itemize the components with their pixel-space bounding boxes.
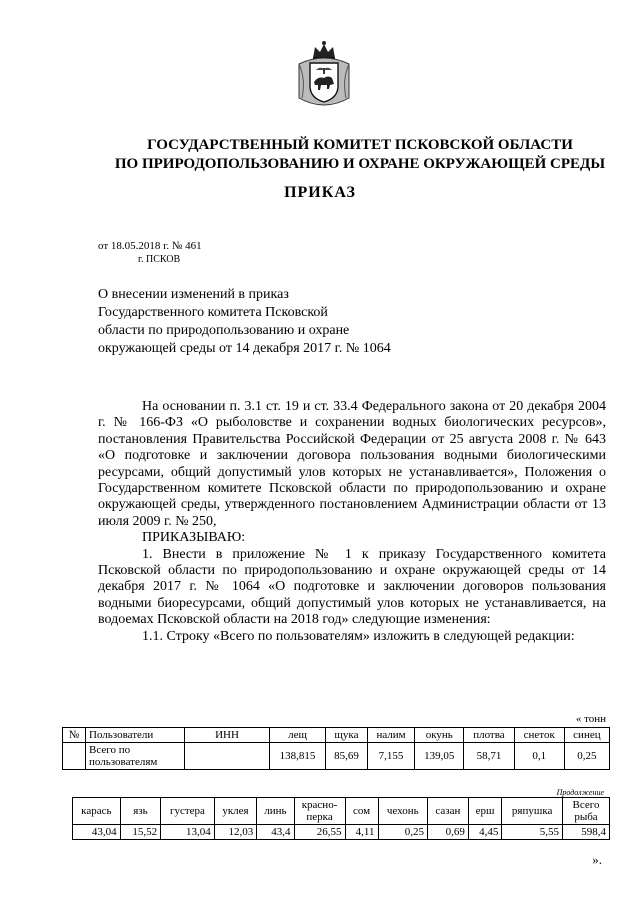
data-cell: 0,1 (514, 743, 564, 770)
header-cell: густера (161, 798, 215, 825)
header-cell: Всего рыба (563, 798, 610, 825)
header-cell: налим (367, 728, 415, 743)
data-cell: 12,03 (214, 825, 256, 840)
legal-basis-paragraph: На основании п. 3.1 ст. 19 и ст. 33.4 Федерального закона от 20 декабря 2004 г. № 166-ФЗ «О рыболовстве и сохранении водных биологических ресурсов», постановления Правительства Российской Федерации от 25 августа 2008 г. № 643 «О подготовке и заключении договора пользования водными биологическими ресурсами, общий допустимый улов которых не устанавливается», Положения о Государственном комитете Псковской области по природопользованию и охране окружающей среды, утвержденного постановлением Администрации области от 13 июля 2009 г. № 250, (98, 399, 606, 529)
header-cell: лещ (270, 728, 326, 743)
item-1-paragraph: 1. Внести в приложение № 1 к приказу Государственного комитета Псковской области по природопользованию и охране окружающей среды от 14 декабря 2017 г. № 1064 «О подготовке и заключении договоров пользования водными биоресурсами, общий допустимый улов которых не устанавливается, на водоемах Псковской области на 2018 год» следующие изменения: (98, 546, 606, 628)
header-cell: сом (345, 798, 378, 825)
data-cell: 43,04 (73, 825, 121, 840)
data-cell (185, 743, 270, 770)
data-cell: Всего по пользователям (86, 743, 185, 770)
data-cell: 139,05 (415, 743, 464, 770)
data-cell: 598,4 (563, 825, 610, 840)
data-cell: 0,25 (564, 743, 609, 770)
data-cell: 0,25 (378, 825, 427, 840)
data-cell: 58,71 (464, 743, 515, 770)
data-cell: 13,04 (161, 825, 215, 840)
data-cell: 43,4 (257, 825, 294, 840)
org-line-1: ГОСУДАРСТВЕННЫЙ КОМИТЕТ ПСКОВСКОЙ ОБЛАСТИ (147, 137, 573, 153)
header-cell: чехонь (378, 798, 427, 825)
continuation-note: Продолжение (556, 788, 604, 797)
data-cell: 5,55 (502, 825, 563, 840)
document-body (98, 399, 606, 645)
item-1-1-paragraph: 1.1. Строку «Всего по пользователям» изложить в следующей редакции: (142, 628, 575, 644)
subject-line: окружающей среды от 14 декабря 2017 г. № 1064 (98, 341, 391, 356)
data-cell: 4,45 (468, 825, 502, 840)
closing-quote: ». (592, 852, 602, 867)
header-cell: окунь (415, 728, 464, 743)
date-number: от 18.05.2018 г. № 461 (98, 240, 202, 252)
data-cell: 85,69 (326, 743, 368, 770)
header-cell: ерш (468, 798, 502, 825)
subject-line: области по природопользованию и охране (98, 323, 350, 338)
header-cell: карась (73, 798, 121, 825)
city: г. ПСКОВ (138, 254, 181, 265)
data-cell: 26,55 (294, 825, 345, 840)
quota-table-2 (72, 797, 610, 840)
unit-note: « тонн (575, 713, 606, 725)
header-cell: уклея (214, 798, 256, 825)
header-cell: щука (326, 728, 368, 743)
data-cell: 15,52 (120, 825, 161, 840)
table-row (73, 825, 610, 840)
header-cell: плотва (464, 728, 515, 743)
document-type: ПРИКАЗ (284, 184, 356, 201)
header-cell: сазан (427, 798, 468, 825)
data-cell: 7,155 (367, 743, 415, 770)
document-subject (98, 286, 458, 358)
header-cell: язь (120, 798, 161, 825)
subject-line: Государственного комитета Псковской (98, 305, 328, 320)
subject-line: О внесении изменений в приказ (98, 287, 289, 302)
organization-name (60, 136, 640, 174)
quota-table-1 (62, 727, 610, 770)
header-cell: синец (564, 728, 609, 743)
header-cell: красно-перка (294, 798, 345, 825)
header-cell: ряпушка (502, 798, 563, 825)
table-header-row (73, 798, 610, 825)
table-header-row (63, 728, 610, 743)
data-cell (63, 743, 86, 770)
header-cell: № (63, 728, 86, 743)
header-cell: линь (257, 798, 294, 825)
data-cell: 4,11 (345, 825, 378, 840)
coat-of-arms-icon (296, 38, 352, 112)
order-word: ПРИКАЗЫВАЮ: (142, 530, 246, 546)
org-line-2: ПО ПРИРОДОПОЛЬЗОВАНИЮ И ОХРАНЕ ОКРУЖАЮЩЕЙ СРЕДЫ (114, 156, 606, 172)
header-cell: ИНН (185, 728, 270, 743)
header-cell: снеток (514, 728, 564, 743)
document-meta (98, 240, 202, 266)
data-cell: 138,815 (270, 743, 326, 770)
data-cell: 0,69 (427, 825, 468, 840)
header-cell: Пользователи (86, 728, 185, 743)
table-row (63, 743, 610, 770)
